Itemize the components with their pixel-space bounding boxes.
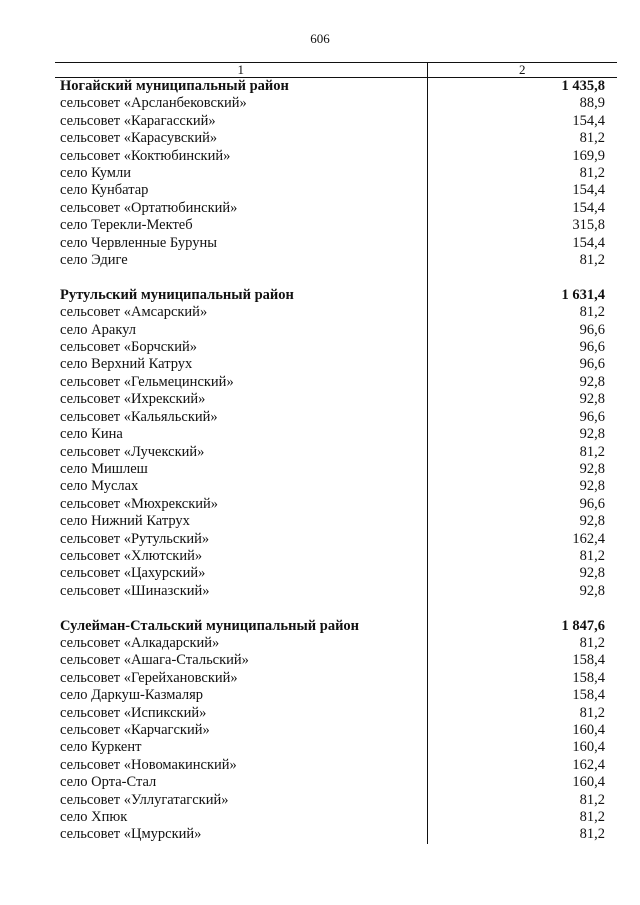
table-row [55,548,617,565]
settlement-name: сельсовет «Лучекский» [55,444,427,461]
settlement-value: 81,2 [579,634,605,651]
settlement-value: 81,2 [579,826,605,843]
table-row [55,565,617,582]
table-row [55,200,617,217]
table-row [55,705,617,722]
settlement-value: 81,2 [579,130,605,147]
settlement-name: сельсовет «Коктюбинский» [55,148,427,165]
settlement-name: село Эдиге [55,252,427,269]
settlement-name: сельсовет «Уллугатагский» [55,792,427,809]
settlement-name: село Даркуш-Казмаляр [55,687,427,704]
spacer-cell [427,600,617,617]
district-name: Сулейман-Стальский муниципальный район [55,618,427,635]
district-row [55,78,617,96]
settlement-name: сельсовет «Алкадарский» [55,635,427,652]
settlement-value: 160,4 [572,722,605,738]
settlement-value: 88,9 [579,95,605,112]
settlement-name: сельсовет «Мюхрекский» [55,496,427,513]
table-row [55,478,617,495]
table-row [55,722,617,739]
table-row [55,826,617,843]
table-row [55,444,617,461]
settlement-value: 92,8 [579,426,605,443]
settlement-value: 92,8 [579,460,605,477]
settlement-value: 92,8 [579,565,605,582]
district-name: Ногайский муниципальный район [55,78,427,96]
table-row [55,130,617,147]
page-number: 606 [310,31,330,46]
settlement-name: сельсовет «Хлютский» [55,548,427,565]
table-row [55,496,617,513]
settlement-value: 92,8 [579,582,605,599]
settlement-value: 154,4 [572,234,605,251]
settlement-value: 158,4 [572,687,605,704]
table-row [55,635,617,652]
table-row [55,757,617,774]
spacer-cell [55,600,427,617]
district-row [55,618,617,635]
settlement-name: село Куркент [55,739,427,756]
settlement-name: сельсовет «Ортатюбинский» [55,200,427,217]
column-header-2: 2 [427,63,617,78]
settlement-name: село Кунбатар [55,182,427,199]
table-row [55,531,617,548]
table-row [55,687,617,704]
settlement-value: 96,6 [579,495,605,512]
settlement-value: 162,4 [572,756,605,773]
settlement-value: 96,6 [579,356,605,373]
settlement-value: 81,2 [579,547,605,564]
settlement-value: 92,8 [579,513,605,530]
settlement-name: сельсовет «Герейхановский» [55,670,427,687]
settlement-name: село Аракул [55,322,427,339]
spacer-row [55,269,617,286]
table-row [55,165,617,182]
table-row [55,809,617,826]
table-row [55,583,617,600]
table-row [55,426,617,443]
column-header-1: 1 [55,63,427,78]
settlement-value: 96,6 [579,408,605,425]
settlement-value: 81,2 [579,304,605,321]
settlement-value: 160,4 [572,774,605,791]
settlement-name: сельсовет «Карагасский» [55,113,427,130]
table-row [55,252,617,269]
table-row [55,339,617,356]
settlement-value: 154,4 [572,112,605,129]
settlement-value: 96,6 [579,321,605,338]
settlement-name: село Червленные Буруны [55,235,427,252]
table-row [55,409,617,426]
settlement-value: 160,4 [572,739,605,756]
district-total: 1 847,6 [561,617,605,634]
settlement-name: село Верхний Катрух [55,356,427,373]
settlement-value: 92,8 [579,391,605,408]
table-row [55,792,617,809]
settlement-name: сельсовет «Новомакинский» [55,757,427,774]
settlement-name: сельсовет «Карасувский» [55,130,427,147]
settlement-value: 169,9 [572,147,605,164]
settlement-value: 81,2 [579,809,605,826]
spacer-row [55,600,617,617]
table-row [55,322,617,339]
settlement-value: 92,8 [579,478,605,495]
settlement-name: сельсовет «Кальяльский» [55,409,427,426]
table-row [55,670,617,687]
table-row [55,774,617,791]
settlement-name: сельсовет «Цахурский» [55,565,427,582]
table-header-row [55,63,617,78]
settlement-name: сельсовет «Рутульский» [55,531,427,548]
settlement-value: 81,2 [579,443,605,460]
district-total: 1 435,8 [561,78,605,94]
table-row [55,182,617,199]
district-name: Рутульский муниципальный район [55,287,427,304]
settlement-name: село Нижний Катрух [55,513,427,530]
table-row [55,513,617,530]
district-total: 1 631,4 [561,286,605,303]
spacer-cell [427,269,617,286]
settlement-name: сельсовет «Шиназский» [55,583,427,600]
settlement-name: село Муслах [55,478,427,495]
table-row [55,304,617,321]
table-body [55,78,617,844]
settlement-value: 162,4 [572,530,605,547]
table-row [55,235,617,252]
settlement-name: сельсовет «Испикский» [55,705,427,722]
settlement-name: село Терекли-Мектеб [55,217,427,234]
settlement-value: 92,8 [579,373,605,390]
spacer-cell [55,269,427,286]
settlement-value: 158,4 [572,652,605,669]
settlement-value: 158,4 [572,669,605,686]
settlement-name: сельсовет «Цмурский» [55,826,427,843]
table-row [55,148,617,165]
district-row [55,287,617,304]
table-row [55,391,617,408]
settlement-name: село Орта-Стал [55,774,427,791]
table-row [55,374,617,391]
settlement-name: сельсовет «Борчский» [55,339,427,356]
settlement-value: 154,4 [572,199,605,216]
settlement-name: сельсовет «Гельмецинский» [55,374,427,391]
settlement-value: 81,2 [579,791,605,808]
allocation-table [55,62,617,844]
settlement-name: село Кумли [55,165,427,182]
table-row [55,356,617,373]
table-row [55,461,617,478]
table-row [55,652,617,669]
table-row [55,739,617,756]
table-row [55,217,617,234]
settlement-value: 81,2 [579,252,605,269]
settlement-name: сельсовет «Ашага-Стальский» [55,652,427,669]
settlement-value: 81,2 [579,704,605,721]
settlement-value: 81,2 [579,165,605,182]
settlement-name: село Мишлеш [55,461,427,478]
settlement-value: 154,4 [572,182,605,199]
settlement-name: сельсовет «Карчагский» [55,722,427,739]
settlement-name: село Хпюк [55,809,427,826]
settlement-name: сельсовет «Ихрекский» [55,391,427,408]
table-row [55,113,617,130]
table-row [55,95,617,112]
settlement-value: 315,8 [572,217,605,234]
settlement-name: сельсовет «Арсланбековский» [55,95,427,112]
settlement-value: 96,6 [579,339,605,356]
settlement-name: село Кина [55,426,427,443]
settlement-name: сельсовет «Амсарский» [55,304,427,321]
